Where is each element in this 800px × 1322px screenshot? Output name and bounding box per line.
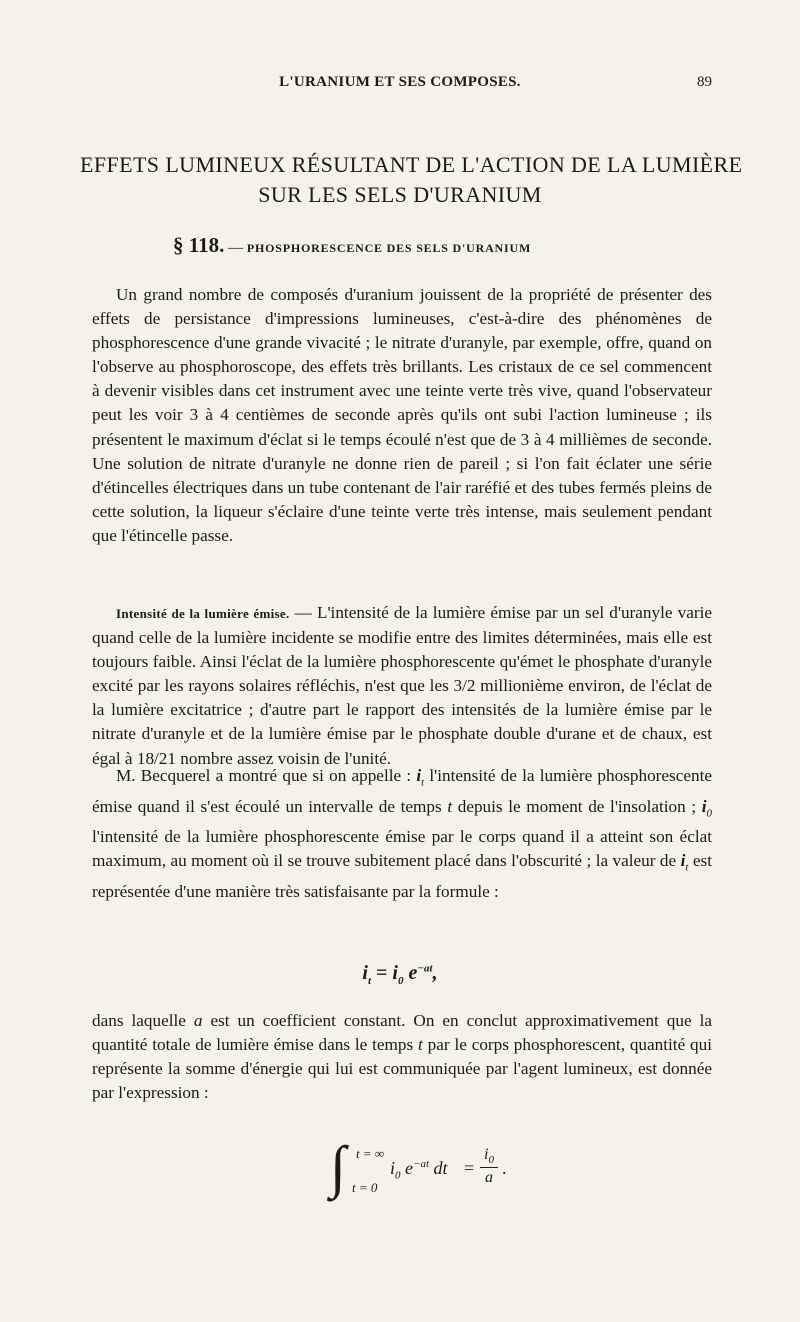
text-run: dans laquelle <box>92 1011 194 1030</box>
formula-eq: = <box>371 962 393 984</box>
chapter-title-line-1: EFFETS LUMINEUX RÉSULTANT DE L'ACTION DE LA LUMIÈRE <box>80 152 743 177</box>
section-number: § 118. <box>173 233 225 257</box>
paragraph-conclusion <box>92 1009 712 1105</box>
paragraph-intensity-text: — L'intensité de la lumière émise par un sel d'uranyle varie quand celle de la lumière incidente se modifie entre des limites déterminées, mais elle est toujours faible. Ainsi l'éclat de la lumière phosphorescente qu'émet le phosphate d'uranyle excité par les rayons solaires réfléchis, n'est que les 3/2 millionième environ, de l'éclat de la lumière excitatrice ; d'autre part le rapport des intensités de la lumière émise par le nitrate d'uranyle et de la lumière émise par le phosphate double d'urane et de chaux, est égal à 18/21 nombre assez voisin de l'unité. <box>92 603 712 768</box>
formula-exp-base: e <box>400 1158 414 1178</box>
section-title: PHOSPHORESCENCE DES SELS D'URANIUM <box>246 241 532 255</box>
formula-tail: , <box>432 962 438 984</box>
formula-exp-base: e <box>403 962 418 984</box>
formula-sub: 0 <box>488 1154 494 1167</box>
var-t: t <box>447 796 453 816</box>
fraction-bar <box>480 1167 498 1168</box>
var-sub: 0 <box>706 806 713 819</box>
var-a: a <box>193 1011 203 1030</box>
paragraph-phosphorescence: Un grand nombre de composés d'uranium jouissent de la propriété de présenter des effets de persistance d'impressions lumineuses, c'est-à-dire des phénomènes de phosphorescence d'une grande vivacité ; le nitrate d'uranyle, par exemple, offre, quand on l'observe au phosphoroscope, des effets très brillants. Les cristaux de ce sel commencent à devenir visibles dans cet instrument avec une teinte verte très vive, quand l'observateur peut les voir 3 à 4 centièmes de seconde après qu'ils ont subi l'action lumineuse ; ils présentent le maximum d'éclat si le temps écoulé n'est que de 3 à 4 millièmes de seconde. Une solution de nitrate d'uranyle ne donne rien de pareil ; si l'on fait éclater une série d'étincelles électriques dans un tube contenant de l'air raréfié et des tubes fermés pleins de cette solution, la liqueur s'éclaire d'une teinte verte très intense, mais seulement pendant que l'étincelle passe. <box>92 285 712 545</box>
fraction-numerator <box>480 1146 498 1166</box>
formula-exp: −at <box>413 1158 429 1170</box>
fraction <box>480 1146 498 1187</box>
page-number: 89 <box>697 74 712 90</box>
formula-exp: −at <box>417 962 433 975</box>
section-dash: — <box>224 240 247 256</box>
formula-integral <box>330 1134 550 1210</box>
formula-var: i <box>390 1158 396 1178</box>
section-heading <box>173 233 673 258</box>
integral-sign: ∫ <box>330 1134 346 1199</box>
var-sub: t <box>685 861 689 874</box>
integral-lower-limit: t = 0 <box>352 1180 378 1195</box>
fraction-denominator: a <box>485 1169 493 1187</box>
var-i: i <box>701 796 707 816</box>
text-run: l'intensité de la lumière phosphorescente émise quand il s'est écoulé un intervalle de temps <box>92 766 712 816</box>
run-in-heading: Intensité de la lumière émise. <box>116 606 290 621</box>
text-run: par le corps phosphorescent, quantité qui représente la somme d'énergie qui lui est communiquée par l'agent lumineux, est donnée par l'expression : <box>92 1035 712 1103</box>
text-run: l'intensité de la lumière phosphorescente émise par le corps quand il a atteint son éclat maximum, au moment où il se trouve subitement placé dans l'obscurité ; la valeur de <box>92 827 712 871</box>
text-run: est un coefficient constant. On en conclut approximativement que la quantité totale de lumière émise dans le temps <box>92 1011 712 1055</box>
var-sub: t <box>421 776 425 789</box>
var-t: t <box>418 1035 423 1055</box>
paragraph-intensity <box>92 601 712 771</box>
formula-decay <box>340 962 460 987</box>
var-i: i <box>680 851 686 871</box>
formula-sub: 0 <box>397 975 404 987</box>
formula-var: i <box>362 962 368 984</box>
chapter-title <box>80 150 743 210</box>
integral-upper-limit: t = ∞ <box>356 1146 385 1161</box>
formula-var: i <box>392 962 398 984</box>
running-title: L'URANIUM ET SES COMPOSES. <box>279 74 521 90</box>
chapter-title-line-2: SUR LES SELS D'URANIUM <box>258 182 542 207</box>
formula-eq: = <box>464 1158 475 1178</box>
formula-dt: dt <box>429 1158 448 1178</box>
formula-sub: 0 <box>395 1169 401 1182</box>
text-run: depuis le moment de l'insolation ; <box>452 796 702 816</box>
formula-var: i <box>484 1146 489 1163</box>
running-head <box>0 74 800 96</box>
formula-sub: t <box>367 975 372 987</box>
formula-period: . <box>502 1158 507 1178</box>
text-run: M. Becquerel a montré que si on appelle : <box>116 766 417 785</box>
text-run: est représentée d'une manière très satisfaisante par la formule : <box>92 851 712 901</box>
var-i: i <box>416 766 422 785</box>
paragraph-becquerel <box>92 764 712 904</box>
integrand <box>390 1158 448 1182</box>
